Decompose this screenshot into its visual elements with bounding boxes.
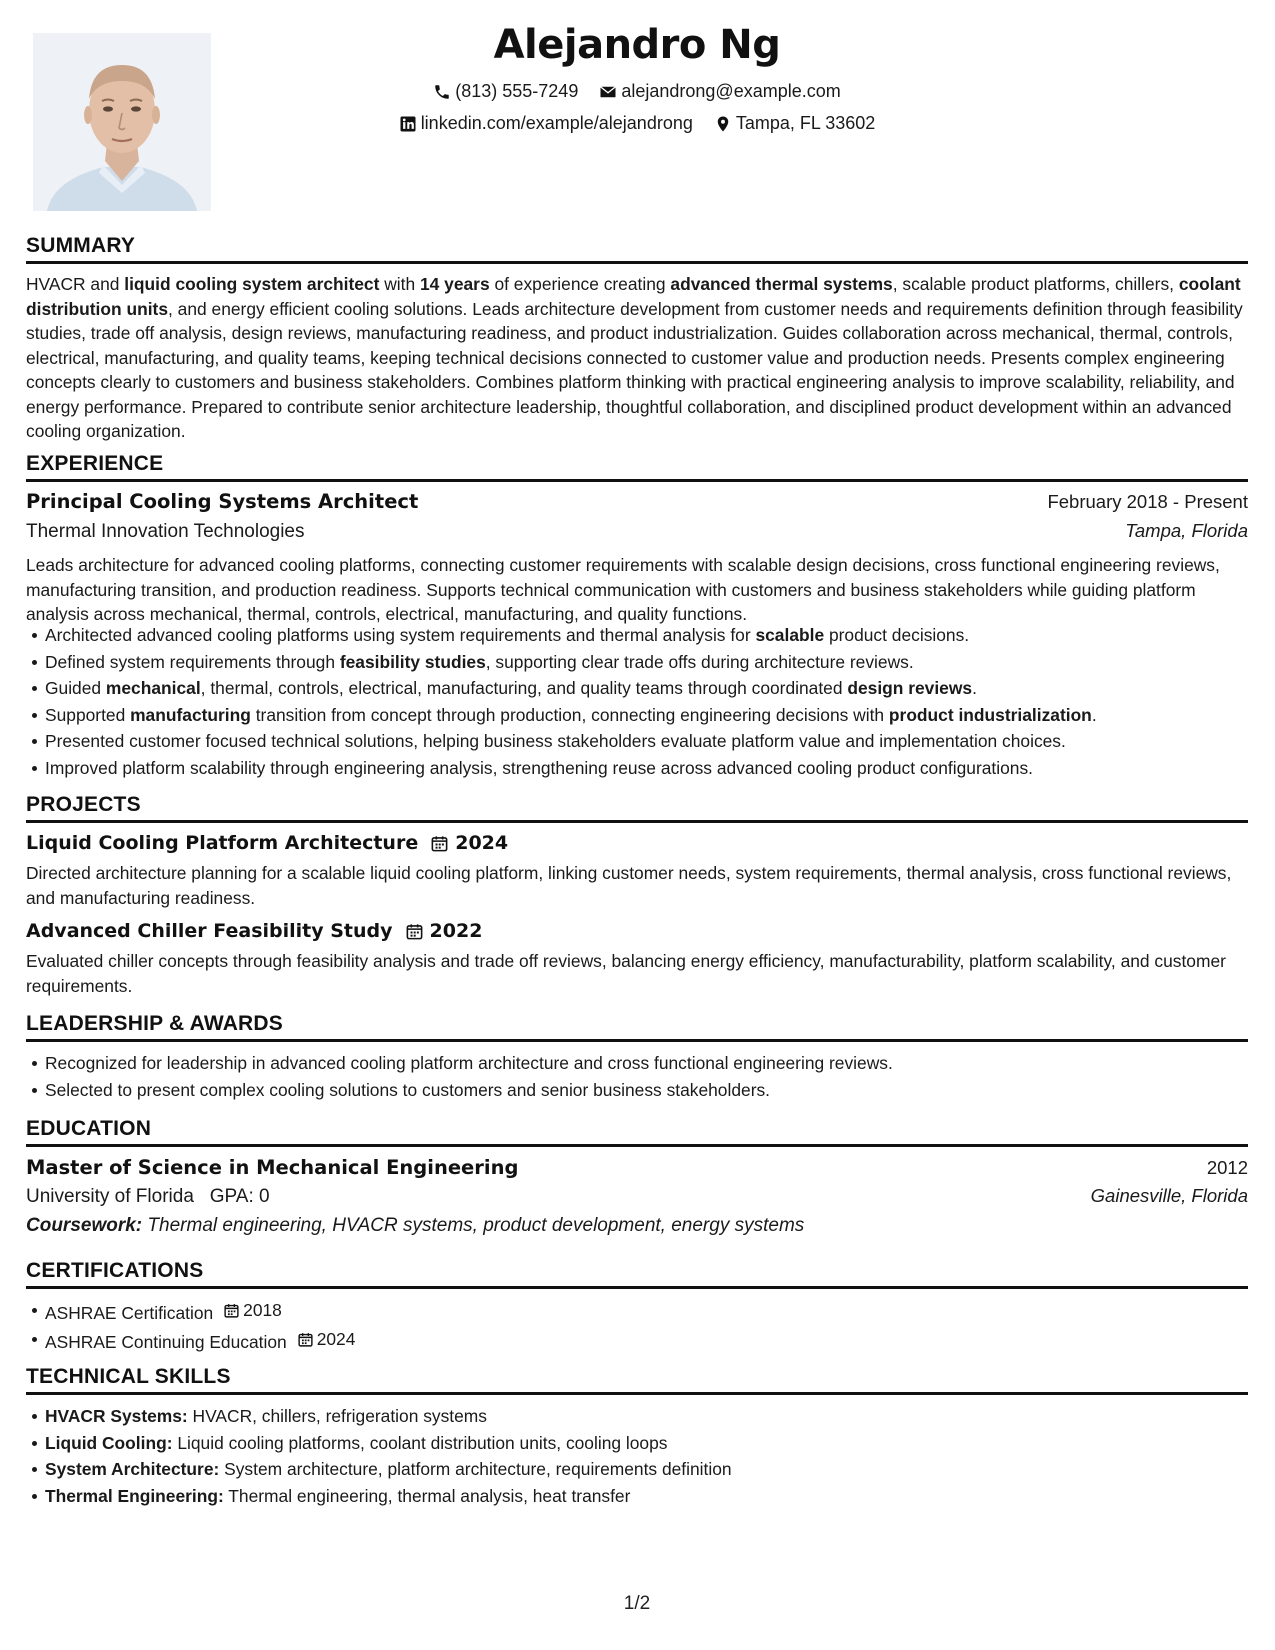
job-title: Principal Cooling Systems Architect xyxy=(26,490,419,513)
school-location: Gainesville, Florida xyxy=(1090,1185,1248,1206)
school-name: University of Florida xyxy=(26,1186,194,1207)
certifications-heading: CERTIFICATIONS xyxy=(26,1259,1248,1289)
list-item: Supported manufacturing transition from concept through production, connecting engineering decisions with product industrialization. xyxy=(45,702,1267,729)
list-item: Defined system requirements through feasibility studies, supporting clear trade offs during architecture reviews. xyxy=(45,649,1267,676)
project-name: Liquid Cooling Platform Architecture xyxy=(26,832,419,854)
cert-name: ASHRAE Certification xyxy=(45,1302,214,1323)
linkedin-contact[interactable] xyxy=(399,113,693,134)
page-number: 1/2 xyxy=(623,1593,651,1614)
list-item: Recognized for leadership in advanced cooling platform architecture and cross functional engineering reviews. xyxy=(45,1050,1267,1077)
project-name: Advanced Chiller Feasibility Study xyxy=(26,920,393,942)
calendar-icon xyxy=(297,1331,314,1348)
education-degree-row xyxy=(26,1156,1248,1179)
degree-name: Master of Science in Mechanical Engineering xyxy=(26,1156,519,1179)
project-title-row xyxy=(26,920,482,942)
resume-page xyxy=(26,0,1248,1650)
skill-label: System Architecture: xyxy=(45,1459,220,1479)
graduation-year: 2012 xyxy=(1206,1157,1248,1178)
cert-name: ASHRAE Continuing Education xyxy=(45,1332,287,1352)
experience-role-row xyxy=(26,490,1248,513)
coursework-list: Thermal engineering, HVACR systems, product development, energy systems xyxy=(142,1215,805,1236)
list-item: Selected to present complex cooling solutions to customers and senior business stakeholders. xyxy=(45,1077,1267,1104)
skill-value: Liquid cooling platforms, coolant distribution units, cooling loops xyxy=(172,1432,668,1453)
experience-heading: EXPERIENCE xyxy=(26,452,1248,482)
projects-heading: PROJECTS xyxy=(26,793,1248,823)
list-item: Presented customer focused technical solutions, helping business stakeholders evaluate platform value and implementation choices. xyxy=(45,728,1267,755)
phone-contact[interactable] xyxy=(433,81,578,102)
project-description: Directed architecture planning for a scalable liquid cooling platform, linking customer needs, system requirements, thermal analysis, cross functional reviews, and manufacturing readiness. xyxy=(26,863,1232,908)
education-heading: EDUCATION xyxy=(26,1117,1248,1147)
linkedin-icon xyxy=(399,115,417,133)
coursework-label: Coursework: xyxy=(26,1215,143,1236)
project-title-row xyxy=(26,832,508,854)
experience-bullets xyxy=(26,622,1267,781)
leadership-list xyxy=(26,1050,1267,1103)
school-info xyxy=(26,1186,270,1208)
email-address: alejandrong@example.com xyxy=(621,81,841,101)
project-year: 2024 xyxy=(455,832,509,854)
list-item xyxy=(45,1456,1267,1483)
location-text: Tampa, FL 33602 xyxy=(735,113,876,133)
list-item xyxy=(45,1430,1267,1457)
gpa: GPA: 0 xyxy=(209,1186,270,1207)
experience-company-row xyxy=(26,520,1248,543)
candidate-name: Alejandro Ng xyxy=(493,22,781,68)
calendar-icon xyxy=(430,834,449,853)
list-item: Improved platform scalability through engineering analysis, strengthening reuse across advanced cooling product configurations. xyxy=(45,755,1267,782)
map-pin-icon xyxy=(714,115,732,133)
phone-icon xyxy=(433,83,451,101)
certifications-list xyxy=(26,1297,1267,1356)
project-year: 2022 xyxy=(429,920,483,942)
skill-label: Thermal Engineering: xyxy=(45,1485,224,1506)
email-contact[interactable] xyxy=(599,81,840,102)
skill-value: Thermal engineering, thermal analysis, heat transfer xyxy=(223,1485,631,1506)
contact-row-secondary xyxy=(26,113,1248,138)
job-location: Tampa, Florida xyxy=(1125,520,1248,541)
phone-number: (813) 555-7249 xyxy=(455,81,579,101)
calendar-icon xyxy=(223,1302,240,1319)
list-item xyxy=(45,1483,1267,1510)
skill-value: HVACR, chillers, refrigeration systems xyxy=(187,1406,487,1426)
envelope-icon xyxy=(599,83,617,101)
skills-heading: TECHNICAL SKILLS xyxy=(26,1365,1248,1395)
leadership-heading: LEADERSHIP & AWARDS xyxy=(26,1012,1248,1042)
skill-value: System architecture, platform architecture, requirements definition xyxy=(219,1459,732,1479)
skill-label: Liquid Cooling: xyxy=(45,1432,173,1453)
contact-row-primary xyxy=(26,81,1248,106)
list-item xyxy=(45,1403,1267,1430)
list-item xyxy=(45,1326,1267,1355)
cert-year: 2018 xyxy=(243,1300,282,1320)
list-item: Guided mechanical, thermal, controls, electrical, manufacturing, and quality teams through coordinated design reviews. xyxy=(45,675,1267,702)
linkedin-url: linkedin.com/example/alejandrong xyxy=(420,113,693,133)
list-item xyxy=(45,1297,1267,1326)
list-item: Architected advanced cooling platforms using system requirements and thermal analysis for scalable product decisions. xyxy=(45,622,1267,649)
summary-text: HVACR and liquid cooling system architect with 14 years of experience creating advanced thermal systems, scalable product platforms, chillers, coolant distribution units, and energy efficient cooling solutions. Leads architecture development from customer needs and requirements definition through feasibility studies, trade off analysis, design reviews, manufacturing readiness, and product industrialization. Guides collaboration across mechanical, thermal, controls, electrical, manufacturing, and quality teams, keeping technical decisions connected to customer value and production needs. Presents complex engineering concepts clearly to customers and business stakeholders. Combines platform thinking with practical engineering analysis to improve scalability, reliability, and energy performance. Prepared to contribute senior architecture leadership, thoughtful collaboration, and disciplined product development within an advanced cooling organization. xyxy=(26,274,1243,441)
education-school-row xyxy=(26,1185,1248,1208)
cert-year: 2024 xyxy=(316,1329,356,1350)
location-contact xyxy=(714,113,875,134)
calendar-icon xyxy=(405,922,424,941)
summary-heading: SUMMARY xyxy=(26,234,1248,264)
coursework xyxy=(26,1214,1248,1239)
company-name: Thermal Innovation Technologies xyxy=(26,521,305,542)
experience-description: Leads architecture for advanced cooling platforms, connecting customer requirements with scalable design decisions, cross functional engineering reviews, manufacturing transition, and production readiness. Supports technical communication with customers and business stakeholders while guiding platform analysis across mechanical, thermal, controls, electrical, manufacturing, and quality functions. xyxy=(26,555,1220,624)
project-description: Evaluated chiller concepts through feasibility analysis and trade off reviews, balancing energy efficiency, manufacturability, platform scalability, and customer requirements. xyxy=(26,951,1226,996)
skill-label: HVACR Systems: xyxy=(45,1406,188,1426)
skills-list xyxy=(26,1403,1267,1509)
job-dates: February 2018 - Present xyxy=(1047,491,1248,512)
